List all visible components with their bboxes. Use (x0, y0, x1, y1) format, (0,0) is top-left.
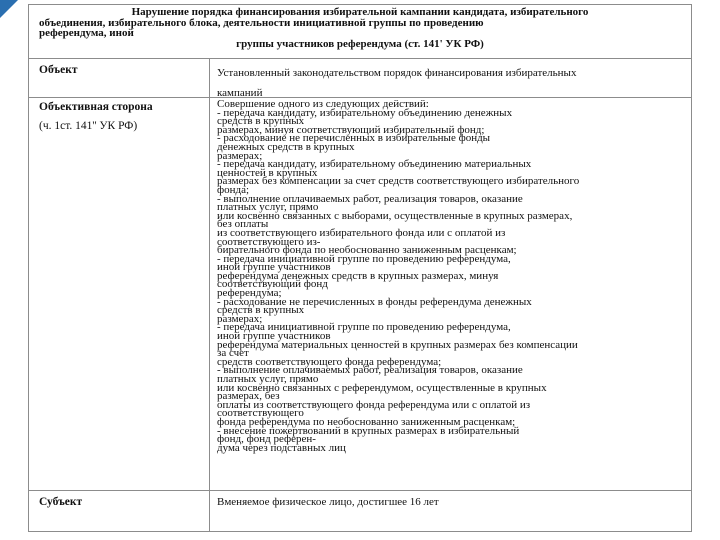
text-line: платных услуг, прямо (217, 373, 319, 385)
text-line: - передача инициативной группе по проведению референдума, (217, 321, 511, 334)
table-title (29, 5, 691, 59)
row-label-objective-side: Объективная сторона (39, 101, 153, 113)
text-line: - передача кандидату, избирательному объединению материальных (217, 158, 532, 171)
text-line: - внесение пожертвований в крупных размерах в избирательный (217, 424, 520, 437)
row-label-subject: Субъект (39, 496, 83, 508)
title-line: Нарушение порядка финансирования избирательной кампании кандидата, избирательного (131, 6, 589, 18)
text-line: соответствующий фонд (217, 278, 328, 291)
text-line: - выполнение оплачиваемых работ, реализация товаров, оказание (217, 192, 523, 205)
text-line: референдума материальных ценностей в крупных размерах без компенсации (217, 338, 578, 351)
text-line: или косвенно связанных с выборами, осуществленные в крупных размерах, (217, 209, 573, 222)
text-line: иной группе участников (217, 261, 331, 274)
text-line: или косвенно связанных с референдумом, осуществленные в крупных (217, 381, 547, 394)
text-line: без оплаты (217, 218, 269, 231)
title-line: референдума, иной (39, 27, 134, 39)
text-line: - расходование не перечисленных в фонды референдума денежных (217, 295, 532, 308)
title-line: объединения, избирательного блока, деятельности инициативной группы по проведению (39, 16, 484, 29)
text-line: за счет (217, 347, 249, 360)
text-line: фонд, фонд референ- (217, 433, 316, 446)
text-line: Вменяемое физическое лицо, достигшее 16 лет (217, 496, 439, 508)
article-reference: (ч. 1ст. 141'' УК РФ) (39, 120, 138, 132)
text-line: размерах; (217, 149, 263, 162)
objective-side-text (217, 100, 687, 500)
row-label-object: Объект (39, 64, 78, 76)
text-line: ценностей в крупных (217, 166, 318, 179)
text-line: - передача инициативной группе по проведению референдума, (217, 252, 511, 265)
subject-text (217, 495, 687, 509)
text-line: - выполнение оплачиваемых работ, реализация товаров, оказание (217, 364, 523, 377)
text-line: соответствующего из- (217, 235, 321, 248)
text-line: платных услуг, прямо (217, 201, 319, 214)
text-line: референдума денежных средств в крупных размерах, минуя (217, 269, 499, 282)
text-line: соответствующего (217, 407, 304, 420)
text-line: денежных средств в крупных (217, 140, 355, 153)
text-line: Совершение одного из следующих действий: (217, 100, 429, 110)
text-line: - передача кандидату, избирательному объединению денежных (217, 106, 513, 119)
text-line: дума через подставных лиц (217, 441, 346, 454)
text-line: средств в крупных (217, 304, 305, 317)
text-line: размерах без компенсации за счет средств соответствующего избирательного (217, 175, 580, 188)
title-line: группы участников референдума (ст. 141' УК РФ) (236, 37, 484, 50)
text-line: референдума; (217, 287, 282, 300)
text-line: размерах, без (217, 390, 280, 403)
text-line: - расходование не перечисленных в избирательные фонды (217, 132, 491, 145)
text-line: иной группе участников (217, 330, 331, 343)
text-line: кампаний (217, 87, 263, 99)
text-line: оплаты из соответствующего фонда референдума или с оплатой из (217, 398, 531, 411)
object-text (217, 63, 687, 103)
text-line: средств соответствующего фонда референдума; (217, 355, 442, 368)
corner-accent (0, 0, 18, 18)
text-line: Установленный законодательством порядок финансирования избирательных (217, 67, 577, 79)
text-line: фонда; (217, 183, 250, 196)
text-line: средств в крупных (217, 115, 305, 128)
text-line: из соответствующего избирательного фонда или с оплатой из (217, 226, 506, 239)
column-divider (209, 59, 210, 531)
text-line: размерах; (217, 312, 263, 325)
text-line: размерах, минуя соответствующий избирательный фонд; (217, 123, 485, 136)
text-line: бирательного фонда по необоснованно заниженным расценкам; (217, 244, 517, 257)
text-line: фонда референдума по необоснованно заниженным расценкам; (217, 415, 516, 428)
crime-table (28, 4, 692, 532)
